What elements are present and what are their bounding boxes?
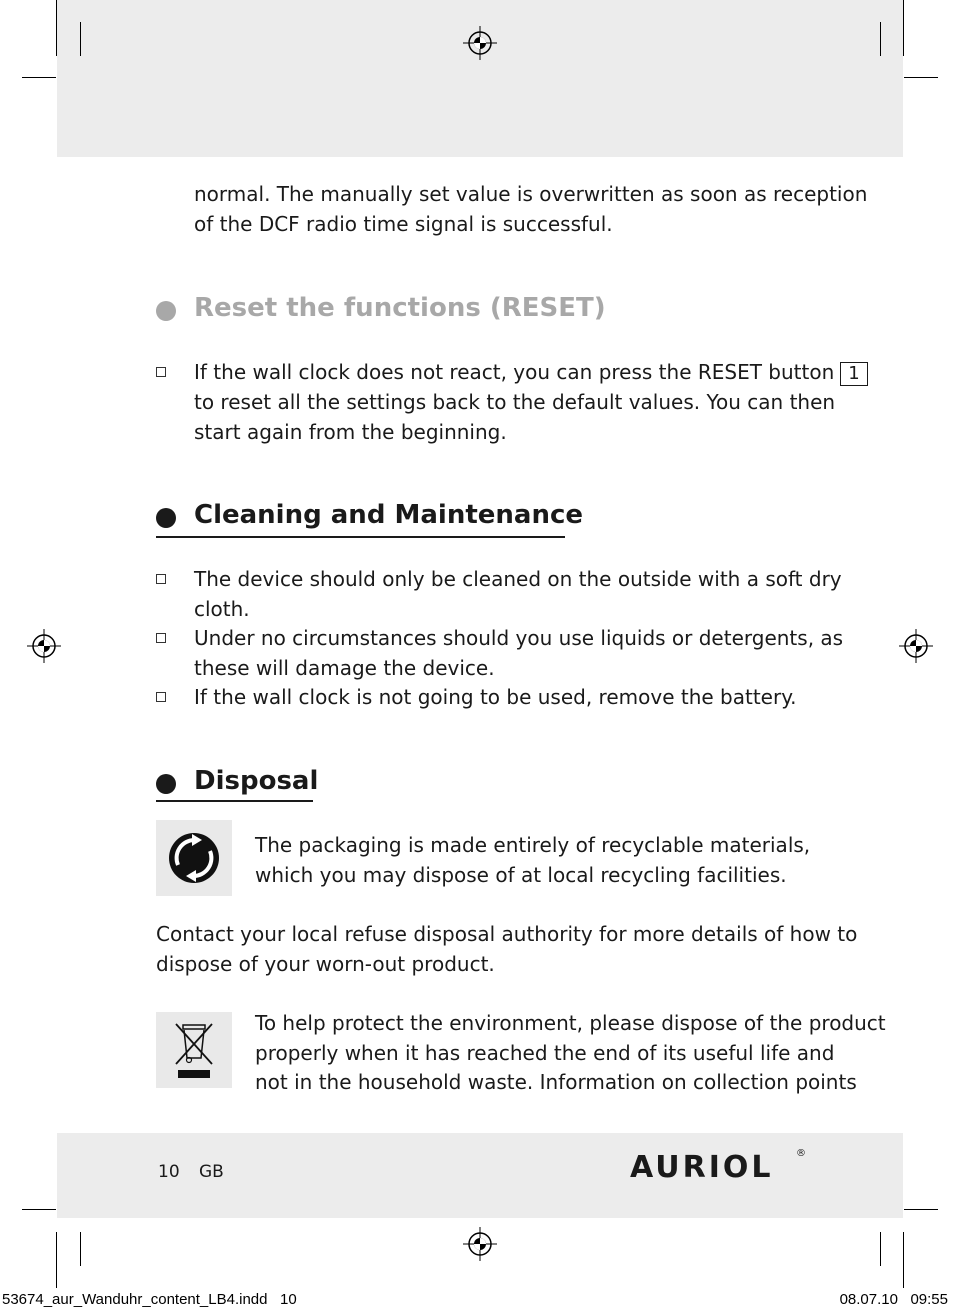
registered-mark: ® bbox=[796, 1148, 806, 1159]
packaging-line-2: which you may dispose of at local recycling facilities. bbox=[255, 863, 787, 887]
crop-mark bbox=[56, 1232, 57, 1288]
weee-line-1: To help protect the environment, please dispose of the product bbox=[255, 1011, 886, 1035]
cleaning-item-1-line-1: The device should only be cleaned on the outside with a soft dry bbox=[194, 567, 842, 591]
crop-mark bbox=[903, 1232, 904, 1288]
section-bullet bbox=[156, 508, 176, 528]
crossed-out-wheelie-bin-icon bbox=[156, 1012, 232, 1088]
slug-datetime: 08.07.10 09:55 bbox=[839, 1291, 948, 1308]
crop-mark bbox=[22, 77, 56, 78]
recycling-icon-box bbox=[156, 820, 232, 896]
checkbox-bullet-icon bbox=[156, 367, 166, 377]
cleaning-heading: Cleaning and Maintenance bbox=[194, 500, 583, 530]
crop-mark bbox=[904, 1209, 938, 1210]
top-band bbox=[57, 0, 903, 157]
page-number: 10 bbox=[158, 1162, 180, 1182]
slug-filename: 53674_aur_Wanduhr_content_LB4.indd 10 bbox=[2, 1291, 297, 1308]
reset-item-text: If the wall clock does not react, you can press the RESET button bbox=[194, 360, 835, 384]
reset-heading: Reset the functions (RESET) bbox=[194, 293, 606, 323]
section-bullet bbox=[156, 774, 176, 794]
crop-mark bbox=[80, 22, 81, 56]
brand-logo bbox=[630, 1150, 806, 1186]
language-code: GB bbox=[199, 1162, 224, 1182]
registration-mark-icon bbox=[463, 1227, 497, 1261]
reset-item-line-3: start again from the beginning. bbox=[194, 420, 507, 444]
cleaning-item-3-line-1: If the wall clock is not going to be used, remove the battery. bbox=[194, 685, 797, 709]
intro-line-1: normal. The manually set value is overwritten as soon as reception bbox=[194, 182, 868, 206]
section-bullet bbox=[156, 301, 176, 321]
disposal-heading: Disposal bbox=[194, 766, 319, 796]
weee-icon-box bbox=[156, 1012, 232, 1088]
reset-item-line-1 bbox=[194, 357, 868, 387]
brand-logo-text: AURIOL bbox=[630, 1150, 774, 1185]
heading-underline bbox=[156, 536, 565, 538]
crop-mark bbox=[903, 0, 904, 56]
weee-line-2: properly when it has reached the end of its useful life and bbox=[255, 1041, 835, 1065]
cleaning-item-1-line-2: cloth. bbox=[194, 597, 250, 621]
checkbox-bullet-icon bbox=[156, 633, 166, 643]
button-reference: 1 bbox=[840, 362, 867, 386]
checkbox-bullet-icon bbox=[156, 692, 166, 702]
cleaning-item-2-line-2: these will damage the device. bbox=[194, 656, 495, 680]
registration-mark-icon bbox=[463, 26, 497, 60]
cleaning-item-2-line-1: Under no circumstances should you use liquids or detergents, as bbox=[194, 626, 844, 650]
intro-line-2: of the DCF radio time signal is successful. bbox=[194, 212, 613, 236]
crop-mark bbox=[80, 1232, 81, 1266]
heading-underline bbox=[156, 800, 313, 802]
crop-mark bbox=[880, 1232, 881, 1266]
registration-mark-icon bbox=[27, 629, 61, 663]
checkbox-bullet-icon bbox=[156, 574, 166, 584]
weee-line-3: not in the household waste. Information on collection points bbox=[255, 1070, 857, 1094]
packaging-line-1: The packaging is made entirely of recyclable materials, bbox=[255, 833, 811, 857]
crop-mark bbox=[56, 0, 57, 56]
crop-mark bbox=[904, 77, 938, 78]
crop-mark bbox=[22, 1209, 56, 1210]
crop-mark bbox=[880, 22, 881, 56]
reset-item-line-2: to reset all the settings back to the default values. You can then bbox=[194, 390, 836, 414]
registration-mark-icon bbox=[899, 629, 933, 663]
contact-line-2: dispose of your worn-out product. bbox=[156, 952, 495, 976]
contact-line-1: Contact your local refuse disposal authority for more details of how to bbox=[156, 922, 858, 946]
green-dot-recycling-icon bbox=[156, 820, 232, 896]
